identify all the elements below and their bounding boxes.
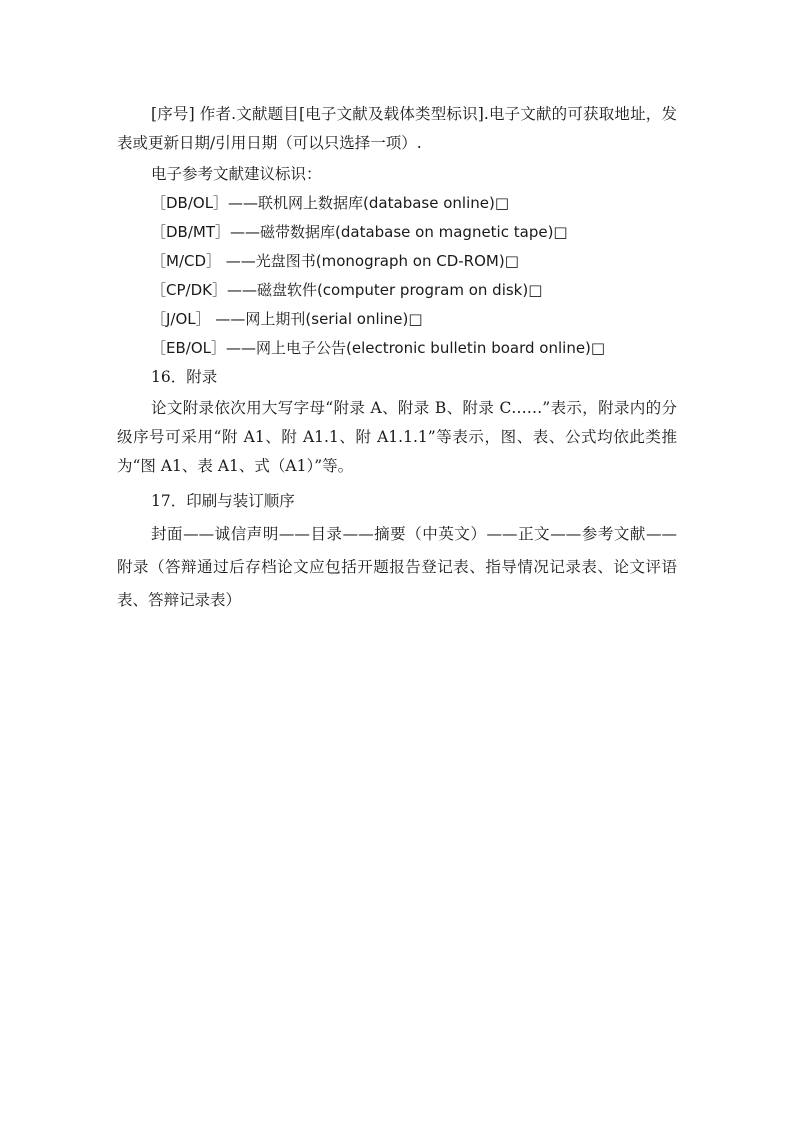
document-body [117, 100, 677, 617]
ref-mark-m-cd: ［M/CD］ ——光盘图书(monograph on CD-ROM)□ [151, 252, 519, 270]
section-16-heading: 16．附录 [151, 368, 218, 386]
section-16-body: 论文附录依次用大写字母“附录 A、附录 B、附录 C……”表示，附录内的分级序号可采用“附 A1、附 A1.1、附 A1.1.1”等表示，图、表、公式均依此类推为“图 A1、表 A1、式（A1）”等。 [117, 399, 677, 475]
ref-mark-cp-dk: ［CP/DK］——磁盘软件(computer program on disk)□ [151, 281, 543, 299]
section-17-body: 封面——诚信声明——目录——摘要（中英文）——正文——参考文献——附录（答辩通过后存档论文应包括开题报告登记表、指导情况记录表、论文评语表、答辩记录表） [117, 525, 677, 609]
ref-mark-db-mt: ［DB/MT］——磁带数据库(database on magnetic tape)□ [151, 223, 568, 241]
ref-marks-heading: 电子参考文献建议标识： [151, 165, 322, 183]
reference-format-paragraph: [序号] 作者.文献题目[电子文献及载体类型标识].电子文献的可获取地址，发表或更新日期/引用日期（可以只选择一项）. [117, 105, 677, 152]
ref-mark-db-ol: ［DB/OL］——联机网上数据库(database online)□ [151, 194, 510, 212]
ref-mark-eb-ol: ［EB/OL］——网上电子公告(electronic bulletin board online)□ [151, 339, 606, 357]
section-17-heading: 17．印刷与装订顺序 [151, 492, 295, 510]
ref-mark-j-ol: ［J/OL］ ——网上期刊(serial online)□ [151, 310, 423, 328]
